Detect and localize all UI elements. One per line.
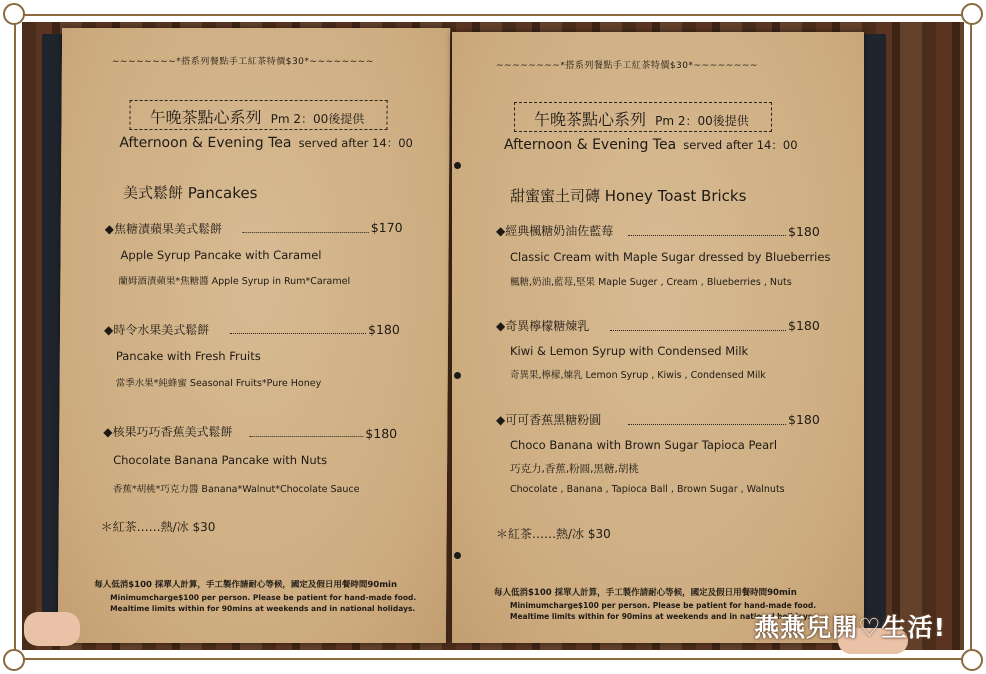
footer-en2: Mealtime limits within for 90mins at weekends and in national holidays. xyxy=(110,604,416,613)
menu-item-price: $180 xyxy=(365,426,398,441)
menu-item-price: $180 xyxy=(367,322,400,337)
photo-frame xyxy=(14,14,972,660)
tea-note: ＊紅茶……熱/冰 $30 xyxy=(496,527,611,541)
footer-cn: 每人低消$100 採單人計算，手工製作請耐心等候，國定及假日用餐時間90min xyxy=(94,580,398,590)
banner-text: ~~~~~~~~*搭系列餐點手工紅茶特價$30*~~~~~~~~ xyxy=(111,57,374,67)
section-title: 美式鬆餅 Pancakes xyxy=(122,184,258,202)
menu-item-en: Chocolate Banana Pancake with Nuts xyxy=(113,453,328,467)
watermark-text: 燕燕兒開♡生活! xyxy=(754,613,946,642)
menu-item-sub: 楓糖,奶油,藍莓,堅果 Maple Suger , Cream , Blueberries , Nuts xyxy=(510,277,792,288)
header-cn-title: 午晚茶點心系列 xyxy=(149,108,262,127)
menu-item-sub: 蘭姆酒漬蘋果*焦糖醬 Apple Syrup in Rum*Caramel xyxy=(118,276,351,287)
menu-item-sub: 巧克力,香蕉,粉圓,黑糖,胡桃 xyxy=(510,463,639,475)
menu-item-name: ◆時令水果美式鬆餅 xyxy=(103,323,210,337)
menu-item-price: $180 xyxy=(788,412,820,427)
menu-item-en: Pancake with Fresh Fruits xyxy=(115,349,261,363)
banner-text: ~~~~~~~~*搭系列餐點手工紅茶特價$30*~~~~~~~~ xyxy=(496,61,758,71)
footer-en1: Minimumcharge$100 per person. Please be patient for hand-made food. xyxy=(510,601,817,610)
frame-corner-ornament xyxy=(3,3,25,25)
menu-item-sub: 奇異果,檸檬,煉乳 Lemon Syrup , Kiwis , Condensed Milk xyxy=(510,370,766,381)
frame-corner-ornament xyxy=(961,649,983,671)
menu-item-en: Classic Cream with Maple Sugar dressed by Blueberries xyxy=(510,250,831,264)
section-title: 甜蜜蜜土司磚 Honey Toast Bricks xyxy=(510,187,747,205)
footer-cn: 每人低消$100 採單人計算，手工製作請耐心等候，國定及假日用餐時間90min xyxy=(494,588,797,598)
footer-en1: Minimumcharge$100 per person. Please be patient for hand-made food. xyxy=(110,593,417,602)
header-cn-time: Pm 2：00後提供 xyxy=(270,112,365,126)
menu-item-price: $180 xyxy=(788,318,820,333)
menu-item-name: ◆可可香蕉黑糖粉圓 xyxy=(496,413,602,427)
frame-corner-ornament xyxy=(961,3,983,25)
menu-item-en: Apple Syrup Pancake with Caramel xyxy=(120,248,322,262)
header-cn-time: Pm 2：00後提供 xyxy=(655,114,749,128)
menu-item-en: Kiwi & Lemon Syrup with Condensed Milk xyxy=(510,344,749,358)
menu-item-price: $180 xyxy=(788,224,820,239)
footer-en2: Mealtime limits within for 90mins at weekends and in national holidays. xyxy=(510,612,816,621)
frame-corner-ornament xyxy=(3,649,25,671)
menu-item-price: $170 xyxy=(370,220,403,235)
menu-item-name: ◆經典楓糖奶油佐藍莓 xyxy=(496,224,614,238)
menu-item-sub2: Chocolate , Banana , Tapioca Ball , Brown Sugar , Walnuts xyxy=(510,484,785,495)
menu-item-sub: 香蕉*胡桃*巧克力醬 Banana*Walnut*Chocolate Sauce xyxy=(112,484,360,495)
menu-item-name: ◆核果巧巧香蕉美式鬆餅 xyxy=(103,425,233,439)
header-en-title: Afternoon & Evening Tea xyxy=(504,137,677,153)
menu-item-name: ◆焦糖漬蘋果美式鬆餅 xyxy=(104,222,223,236)
tea-note: ＊紅茶……熱/冰 $30 xyxy=(100,520,216,534)
header-en-title: Afternoon & Evening Tea xyxy=(119,135,292,151)
header-en-time: served after 14：00 xyxy=(683,138,798,152)
header-cn-title: 午晚茶點心系列 xyxy=(534,110,647,129)
menu-item-sub: 當季水果*純蜂蜜 Seasonal Fruits*Pure Honey xyxy=(115,378,322,389)
menu-item-en: Choco Banana with Brown Sugar Tapioca Pearl xyxy=(510,438,778,452)
header-en-time: served after 14：00 xyxy=(298,136,413,150)
menu-item-name: ◆奇異檸檬糖煉乳 xyxy=(496,319,590,333)
